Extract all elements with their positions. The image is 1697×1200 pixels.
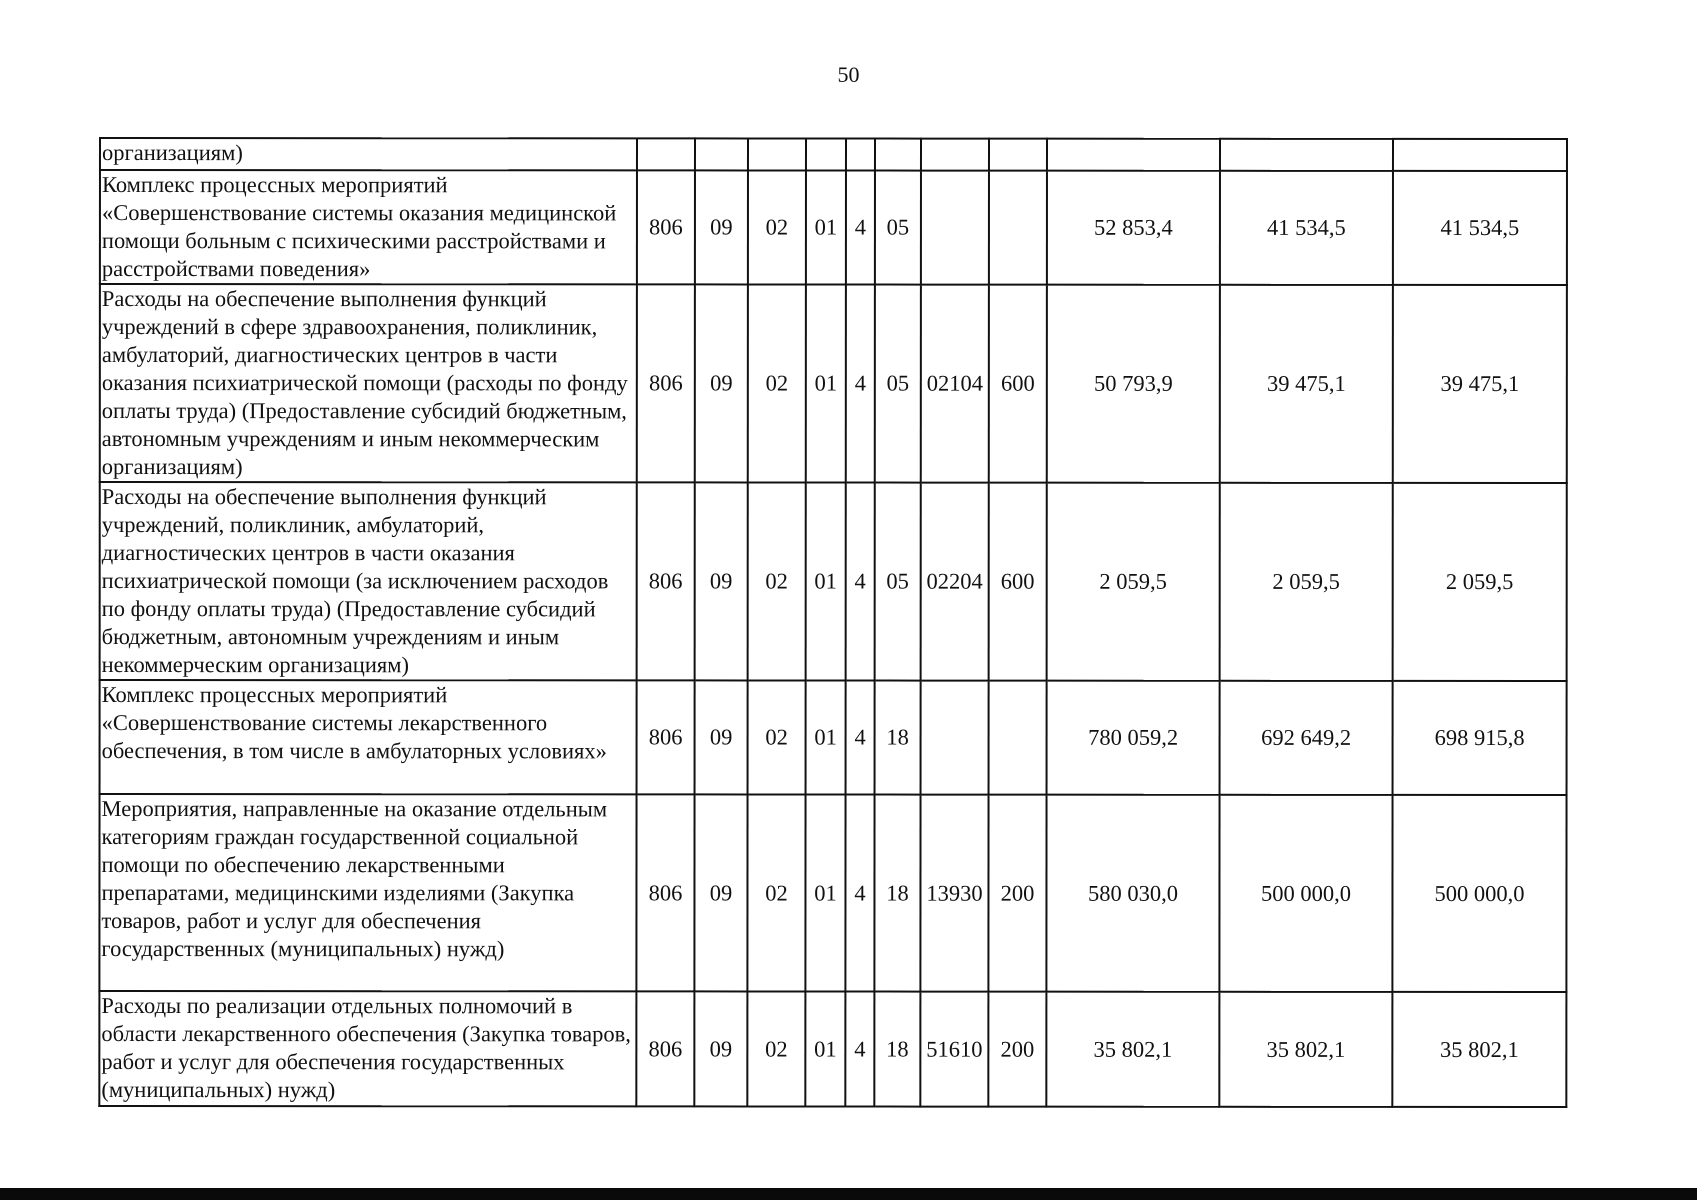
target-article-part2: 4	[845, 992, 874, 1107]
row-description: Расходы на обеспечение выполнения функций учреждений, поликлиник, амбулаторий, диагностических центров в части оказания психиатрической помощи (за исключением расходов по фонду оплаты труда) (Предоставление субсидий бюджетным, автономным учреждениям и иным некоммерческим организациям)	[100, 482, 637, 680]
expense-type-code: 600	[989, 285, 1047, 483]
table-row	[100, 680, 1567, 795]
ved-code: 806	[637, 680, 695, 794]
target-article-part4: 51610	[920, 992, 988, 1107]
target-article-part3: 18	[874, 795, 920, 992]
ved-code: 806	[637, 482, 695, 680]
expense-type-code: 600	[989, 483, 1047, 681]
target-article-part1: 01	[806, 284, 846, 482]
target-article-part3: 05	[875, 171, 921, 285]
row-description: Комплекс процессных мероприятий «Совершенствование системы оказания медицинской помощи больным с психическими расстройствами и расстройствами поведения»	[100, 170, 637, 284]
expense-type-code	[989, 171, 1047, 285]
subsection-code: 02	[747, 991, 805, 1106]
amount-year-1: 780 059,2	[1047, 681, 1220, 795]
target-article-part4: 13930	[920, 795, 988, 992]
amount-year-1	[1047, 139, 1220, 171]
section-code: 09	[695, 680, 748, 794]
table-row	[100, 138, 1567, 171]
amount-year-1: 52 853,4	[1047, 171, 1220, 285]
section-code: 09	[695, 482, 748, 680]
expense-type-code: 200	[988, 795, 1046, 992]
ved-code: 806	[637, 284, 695, 482]
section-code	[695, 138, 748, 170]
target-article-part1: 01	[806, 482, 846, 680]
amount-year-3: 698 915,8	[1393, 681, 1567, 795]
amount-year-2: 35 802,1	[1219, 992, 1392, 1107]
amount-year-2: 39 475,1	[1220, 285, 1393, 483]
amount-year-3: 2 059,5	[1393, 483, 1567, 681]
amount-year-2: 41 534,5	[1220, 171, 1393, 285]
section-code: 09	[695, 170, 748, 284]
target-article-part4	[921, 139, 989, 171]
subsection-code: 02	[748, 284, 806, 482]
amount-year-1: 50 793,9	[1047, 285, 1220, 483]
target-article-part2: 4	[846, 483, 875, 681]
target-article-part3	[875, 139, 921, 171]
ved-code: 806	[636, 991, 694, 1106]
ved-code: 806	[637, 170, 695, 284]
target-article-part2: 4	[846, 681, 875, 795]
target-article-part4	[921, 681, 989, 795]
ved-code: 806	[636, 794, 694, 991]
row-description: организациям)	[100, 138, 637, 170]
table-row	[99, 794, 1566, 992]
target-article-part1: 01	[805, 991, 845, 1106]
target-article-part3: 18	[874, 992, 920, 1107]
target-article-part2: 4	[846, 171, 875, 285]
budget-table	[98, 137, 1568, 1108]
target-article-part1	[806, 138, 846, 170]
amount-year-3: 500 000,0	[1392, 795, 1566, 992]
row-description: Мероприятия, направленные на оказание отдельным категориям граждан государственной социальной помощи по обеспечению лекарственными препаратами, медицинскими изделиями (Закупка товаров, работ и услуг для обеспечения государственных (муниципальных) нужд)	[99, 794, 636, 991]
target-article-part1: 01	[806, 170, 846, 284]
section-code: 09	[694, 794, 747, 991]
target-article-part3: 05	[875, 285, 921, 483]
target-article-part4	[921, 171, 989, 285]
expense-type-code: 200	[988, 992, 1046, 1107]
amount-year-2: 2 059,5	[1220, 483, 1393, 681]
section-code: 09	[695, 284, 748, 482]
amount-year-3	[1393, 139, 1567, 171]
row-description: Расходы по реализации отдельных полномочий в области лекарственного обеспечения (Закупка товаров, работ и услуг для обеспечения государственных (муниципальных) нужд)	[99, 991, 636, 1106]
target-article-part1: 01	[806, 680, 846, 794]
amount-year-1: 35 802,1	[1046, 992, 1219, 1107]
amount-year-3: 35 802,1	[1392, 992, 1566, 1107]
amount-year-3: 39 475,1	[1393, 285, 1567, 483]
subsection-code	[748, 138, 806, 170]
subsection-code: 02	[748, 170, 806, 284]
expense-type-code	[989, 139, 1047, 171]
subsection-code: 02	[748, 482, 806, 680]
amount-year-1: 580 030,0	[1046, 795, 1219, 992]
amount-year-3: 41 534,5	[1393, 171, 1567, 285]
target-article-part2: 4	[846, 285, 875, 483]
row-description: Расходы на обеспечение выполнения функций учреждений в сфере здравоохранения, поликлиник, амбулаторий, диагностических центров в части оказания психиатрической помощи (расходы по фонду оплаты труда) (Предоставление субсидий бюджетным, автономным учреждениям и иным некоммерческим организациям)	[100, 284, 637, 482]
scan-border	[0, 1188, 1697, 1200]
amount-year-1: 2 059,5	[1047, 483, 1220, 681]
subsection-code: 02	[748, 680, 806, 794]
ved-code	[637, 138, 695, 170]
expense-type-code	[989, 681, 1047, 795]
target-article-part1: 01	[805, 794, 845, 991]
amount-year-2: 692 649,2	[1220, 681, 1393, 795]
table-row	[100, 170, 1567, 285]
target-article-part3: 18	[875, 681, 921, 795]
target-article-part3: 05	[875, 483, 921, 681]
section-code: 09	[694, 991, 747, 1106]
target-article-part2	[846, 139, 875, 171]
target-article-part2: 4	[845, 795, 874, 992]
target-article-part4: 02204	[921, 483, 989, 681]
table-row	[100, 482, 1567, 681]
amount-year-2	[1220, 139, 1393, 171]
table-row	[99, 991, 1566, 1107]
amount-year-2: 500 000,0	[1219, 795, 1392, 992]
target-article-part4: 02104	[921, 285, 989, 483]
subsection-code: 02	[747, 794, 805, 991]
row-description: Комплекс процессных мероприятий «Совершенствование системы лекарственного обеспечения, в том числе в амбулаторных условиях»	[100, 680, 637, 794]
table-row	[100, 284, 1567, 483]
page-number: 50	[837, 62, 860, 87]
